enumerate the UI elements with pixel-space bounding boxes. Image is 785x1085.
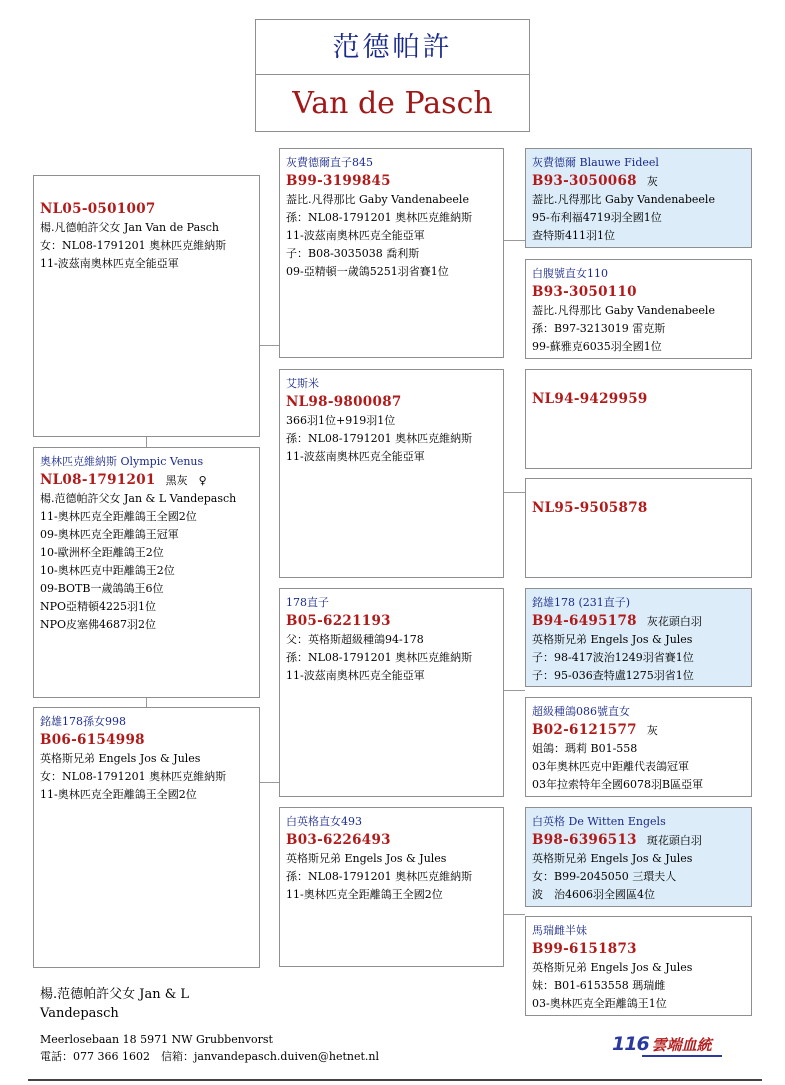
sire-card xyxy=(33,447,260,698)
grandparent-card-4 xyxy=(279,807,504,967)
logo-text: 雲端血統 xyxy=(651,1036,712,1054)
ggp1-color: 灰 xyxy=(646,175,658,188)
ggp6-name: 超級種鴿086號直女 xyxy=(532,705,630,718)
ggp1-name: 灰費德爾 Blauwe Fideel xyxy=(532,156,659,169)
ggp2-line: 葢比.凡得那比 Gaby Vandenabeele xyxy=(532,304,715,317)
sire-line: 11-奧林匹克全距離鴿王全國2位 xyxy=(40,510,197,523)
gp4-ring: B03-6226493 xyxy=(286,832,391,848)
grandparent-card-1 xyxy=(279,148,504,358)
sire-line: 09-奧林匹克全距離鴿王冠軍 xyxy=(40,528,179,541)
gp1-name: 灰費德爾直子845 xyxy=(286,156,373,169)
connector xyxy=(504,240,525,241)
ggp8-line: 03-奧林匹克全距離鴿王1位 xyxy=(532,997,667,1010)
sire-ring: NL08-1791201 xyxy=(40,472,156,488)
ggp5-color: 灰花頭白羽 xyxy=(646,615,702,628)
dam-name: 銘雄178孫女998 xyxy=(40,715,126,728)
sire-line: NPO皮塞佛4687羽2位 xyxy=(40,618,157,631)
great-grandparent-card-4 xyxy=(525,478,752,578)
great-grandparent-card-6 xyxy=(525,697,752,797)
gp3-name: 178直子 xyxy=(286,596,329,609)
ggp2-name: 白腹號直女110 xyxy=(532,267,608,280)
pedigree-title-english: Van de Pasch xyxy=(255,74,530,132)
ggp5-ring: B94-6495178 xyxy=(532,613,637,629)
subject-ring: NL05-0501007 xyxy=(40,201,156,217)
connector xyxy=(260,782,279,783)
ggp3-ring: NL94-9429959 xyxy=(532,391,648,407)
subject-line: 女：NL08-1791201 奧林匹克維納斯 xyxy=(40,239,227,252)
connector xyxy=(260,345,279,346)
ggp7-name: 白英格 De Witten Engels xyxy=(532,815,666,828)
pedigree-title-chinese: 范德帕許 xyxy=(255,19,530,75)
gp1-line: 子：B08-3035038 喬利斯 xyxy=(286,247,420,260)
dam-card xyxy=(33,707,260,968)
gp1-line: 11-波茲南奧林匹克全能亞軍 xyxy=(286,229,425,242)
subject-line: 11-波茲南奧林匹克全能亞軍 xyxy=(40,257,179,270)
connector xyxy=(504,914,525,915)
ggp2-line: 99-蘇雅克6035羽全國1位 xyxy=(532,340,662,353)
connector xyxy=(504,690,525,691)
connector xyxy=(146,437,147,447)
ggp1-line: 葢比.凡得那比 Gaby Vandenabeele xyxy=(532,193,715,206)
sire-name: 奧林匹克維納斯 Olympic Venus xyxy=(40,455,204,468)
ggp6-ring: B02-6121577 xyxy=(532,722,637,738)
gp1-line: 09-亞精頓一歲鴿5251羽省賽1位 xyxy=(286,265,449,278)
sire-line: 10-歐洲杯全距離鴿王2位 xyxy=(40,546,164,559)
connector xyxy=(504,492,525,493)
ggp1-line: 查特斯411羽1位 xyxy=(532,229,615,242)
great-grandparent-card-3 xyxy=(525,369,752,469)
ggp8-name: 馬瑞雌半妹 xyxy=(532,924,587,937)
gp3-ring: B05-6221193 xyxy=(286,613,391,629)
ggp2-line: 孫：B97-3213019 雷克斯 xyxy=(532,322,666,335)
gp4-line: 11-奧林匹克全距離鴿王全國2位 xyxy=(286,888,443,901)
gp4-line: 英格斯兄弟 Engels Jos & Jules xyxy=(286,852,447,865)
grandparent-card-2 xyxy=(279,369,504,578)
ggp8-ring: B99-6151873 xyxy=(532,941,637,957)
ggp2-ring: B93-3050110 xyxy=(532,284,637,300)
great-grandparent-card-1 xyxy=(525,148,752,248)
subject-card xyxy=(33,175,260,437)
logo-number: 116 xyxy=(612,1033,649,1055)
gp1-line: 葢比.凡得那比 Gaby Vandenabeele xyxy=(286,193,469,206)
ggp1-line: 95-布利福4719羽全國1位 xyxy=(532,211,662,224)
great-grandparent-card-2 xyxy=(525,259,752,359)
great-grandparent-card-8 xyxy=(525,916,752,1016)
dam-line: 女：NL08-1791201 奧林匹克維納斯 xyxy=(40,770,227,783)
ggp7-line: 英格斯兄弟 Engels Jos & Jules xyxy=(532,852,693,865)
breeder-contact: 電話：077 366 1602 信箱：janvandepasch.duiven@hetnet.nl xyxy=(40,1050,380,1063)
sire-line: 楊.范德帕許父女 Jan & L Vandepasch xyxy=(40,492,237,505)
connector xyxy=(146,698,147,707)
sire-line: 10-奧林匹克中距離鴿王2位 xyxy=(40,564,175,577)
gp3-line: 父：英格斯超級種鴿94-178 xyxy=(286,633,424,646)
ggp7-color: 斑花頭白羽 xyxy=(646,834,702,847)
subject-line: 楊.凡德帕許父女 Jan Van de Pasch xyxy=(40,221,220,234)
ggp5-line: 子：98-417波治1249羽省賽1位 xyxy=(532,651,694,664)
dam-line: 英格斯兄弟 Engels Jos & Jules xyxy=(40,752,201,765)
ggp8-line: 英格斯兄弟 Engels Jos & Jules xyxy=(532,961,693,974)
ggp5-line: 英格斯兄弟 Engels Jos & Jules xyxy=(532,633,693,646)
breeder-address-block xyxy=(40,1031,379,1065)
ggp5-name: 銘雄178 (231直子) xyxy=(532,596,631,609)
breeder-address: Meerlosebaan 18 5971 NW Grubbenvorst xyxy=(40,1033,273,1046)
gp2-name: 艾斯米 xyxy=(286,377,319,390)
gp2-line: 11-波茲南奧林匹克全能亞軍 xyxy=(286,450,425,463)
gp2-line: 孫：NL08-1791201 奧林匹克維納斯 xyxy=(286,432,473,445)
ggp7-line: 女：B99-2045050 三環夫人 xyxy=(532,870,677,883)
sire-color: 黑灰 ♀ xyxy=(165,474,207,487)
ggp6-line: 03年奧林匹克中距離代表鴿冠軍 xyxy=(532,760,689,773)
great-grandparent-card-7 xyxy=(525,807,752,907)
ggp7-ring: B98-6396513 xyxy=(532,832,637,848)
ggp6-line: 03年拉索特年全國6078羽B區亞軍 xyxy=(532,778,704,791)
sire-line: 09-BOTB一歲鴿鴿王6位 xyxy=(40,582,164,595)
gp1-ring: B99-3199845 xyxy=(286,173,391,189)
gp2-ring: NL98-9800087 xyxy=(286,394,402,410)
ggp1-ring: B93-3050068 xyxy=(532,173,637,189)
ggp4-ring: NL95-9505878 xyxy=(532,500,648,516)
ggp8-line: 妹：B01-6153558 瑪瑞雌 xyxy=(532,979,666,992)
gp4-line: 孫：NL08-1791201 奧林匹克維納斯 xyxy=(286,870,473,883)
site-logo[interactable] xyxy=(612,1033,712,1055)
ggp6-color: 灰 xyxy=(646,724,658,737)
sire-line: NPO亞精頓4225羽1位 xyxy=(40,600,157,613)
ggp5-line: 子：95-036查特盧1275羽省1位 xyxy=(532,669,694,682)
gp2-line: 366羽1位+919羽1位 xyxy=(286,414,396,427)
breeder-name: 楊.范德帕許父女 Jan & L Vandepasch xyxy=(40,987,190,1021)
gp4-name: 白英格直女493 xyxy=(286,815,362,828)
logo-underline xyxy=(642,1055,722,1057)
gp3-line: 11-波茲南奧林匹克全能亞軍 xyxy=(286,669,425,682)
ggp7-line: 波 治4606羽全國區4位 xyxy=(532,888,655,901)
gp3-line: 孫：NL08-1791201 奧林匹克維納斯 xyxy=(286,651,473,664)
dam-line: 11-奧林匹克全距離鴿王全國2位 xyxy=(40,788,197,801)
dam-ring: B06-6154998 xyxy=(40,732,145,748)
bottom-rule xyxy=(28,1079,762,1081)
great-grandparent-card-5 xyxy=(525,588,752,687)
grandparent-card-3 xyxy=(279,588,504,797)
ggp6-line: 姐鴿：瑪莉 B01-558 xyxy=(532,742,638,755)
gp1-line: 孫：NL08-1791201 奧林匹克維納斯 xyxy=(286,211,473,224)
